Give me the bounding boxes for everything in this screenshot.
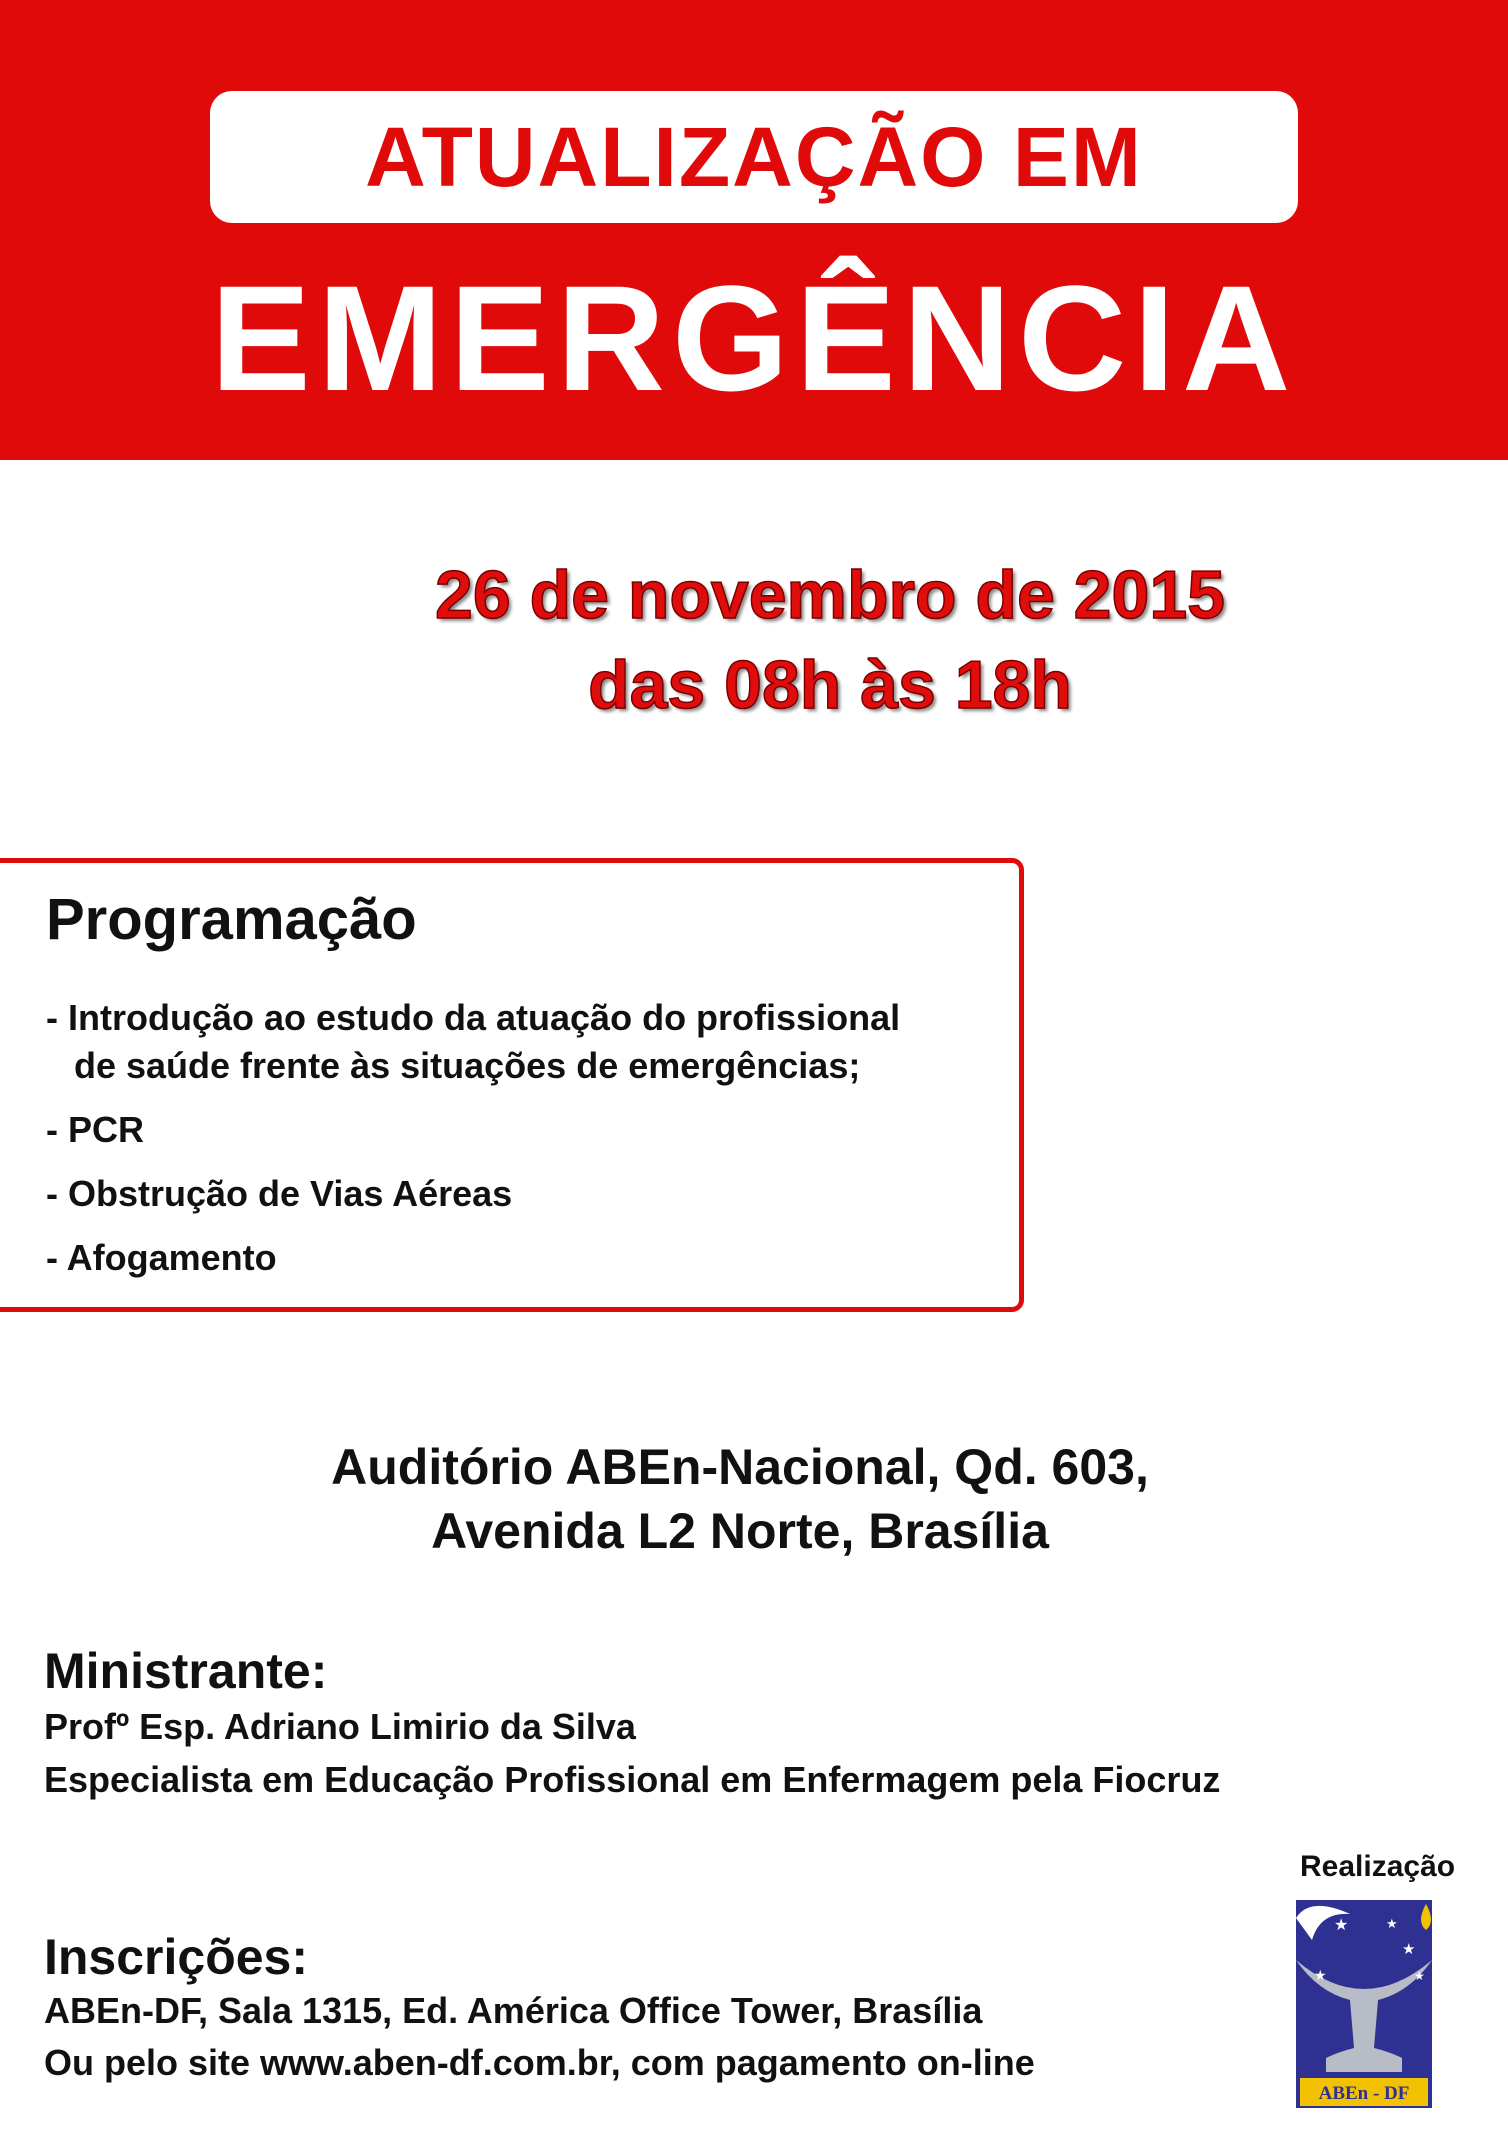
program-item: [46, 1170, 1006, 1218]
star-icon: ★: [1314, 1968, 1327, 1984]
logo-label: ABEn - DF: [1318, 2083, 1410, 2104]
program-list: [46, 994, 1006, 1298]
program-item: [46, 994, 1006, 1090]
program-item-text: - PCR: [46, 1109, 144, 1150]
title-main: EMERGÊNCIA: [210, 254, 1298, 422]
program-item-text: - Afogamento: [46, 1237, 277, 1278]
organizer-label: Realização: [1300, 1850, 1456, 1883]
star-icon: ★: [1386, 1917, 1398, 1932]
registration-location: ABEn-DF, Sala 1315, Ed. América Office Tower, Brasília: [44, 1990, 983, 2031]
event-date: 26 de novembro de 2015: [435, 557, 1225, 633]
header-banner: [0, 0, 1508, 460]
star-icon: ★: [1334, 1915, 1349, 1934]
aben-df-logo: [1290, 1900, 1440, 2110]
event-schedule: [300, 550, 1360, 730]
program-heading: Programação: [46, 887, 417, 952]
program-item-text-cont: de saúde frente às situações de emergências;: [74, 1045, 861, 1086]
speaker-heading: Ministrante:: [44, 1643, 328, 1699]
venue-address: [150, 1435, 1330, 1563]
program-item-text: - Obstrução de Vias Aéreas: [46, 1173, 513, 1214]
venue-line-1: Auditório ABEn-Nacional, Qd. 603,: [331, 1439, 1149, 1495]
venue-line-2: Avenida L2 Norte, Brasília: [431, 1503, 1049, 1559]
program-item: [46, 1234, 1006, 1282]
event-time: das 08h às 18h: [588, 647, 1072, 723]
star-icon: ★: [1402, 1940, 1416, 1958]
registration-website: Ou pelo site www.aben-df.com.br, com pagamento on-line: [44, 2042, 1035, 2083]
star-icon: ★: [1414, 1969, 1425, 1983]
speaker-credential: Especialista em Educação Profissional em Enfermagem pela Fiocruz: [44, 1759, 1221, 1800]
title-top: ATUALIZAÇÃO EM: [365, 109, 1143, 204]
speaker-name: Profº Esp. Adriano Limirio da Silva: [44, 1706, 636, 1747]
registration-heading: Inscrições:: [44, 1929, 309, 1985]
program-item-text: - Introdução ao estudo da atuação do profissional: [46, 997, 901, 1038]
program-item: [46, 1106, 1006, 1154]
title-pill: [210, 91, 1298, 223]
